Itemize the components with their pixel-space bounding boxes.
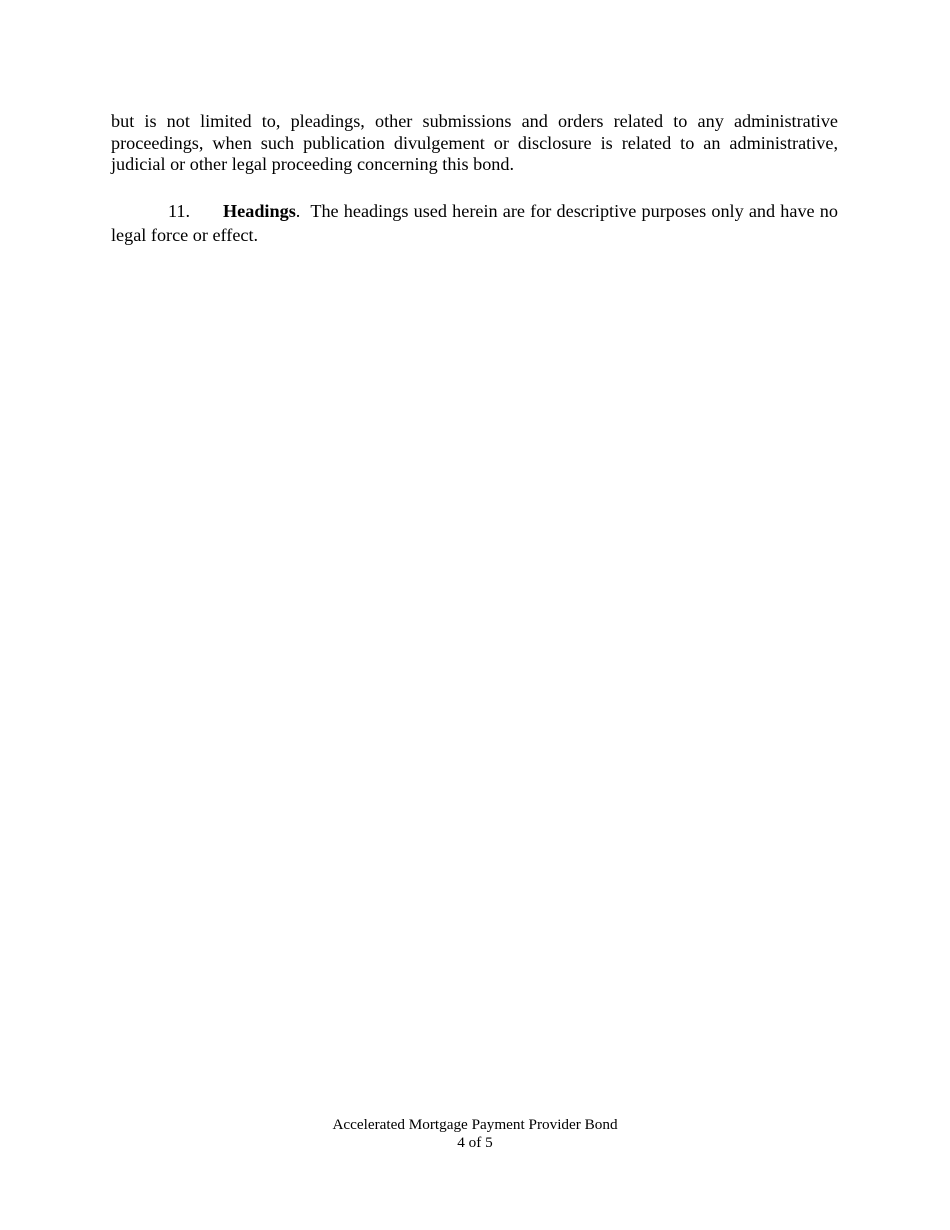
section-text: The headings used herein are for descriptive purposes only and have no legal force or effect.	[111, 200, 843, 245]
section-heading: Headings	[223, 200, 296, 221]
document-body	[111, 111, 843, 247]
continuation-paragraph: but is not limited to, pleadings, other submissions and orders related to any administrative proceedings, when such publication divulgement or disclosure is related to an administrative, judicial or other legal proceeding concerning this bond.	[111, 111, 838, 174]
footer-title: Accelerated Mortgage Payment Provider Bond	[332, 1116, 618, 1133]
footer-page-number: 4 of 5	[457, 1134, 493, 1151]
section-heading-punct: .	[295, 200, 301, 221]
section-11-paragraph	[111, 199, 843, 247]
page-footer	[0, 1116, 950, 1152]
section-number: 11.	[168, 200, 191, 221]
